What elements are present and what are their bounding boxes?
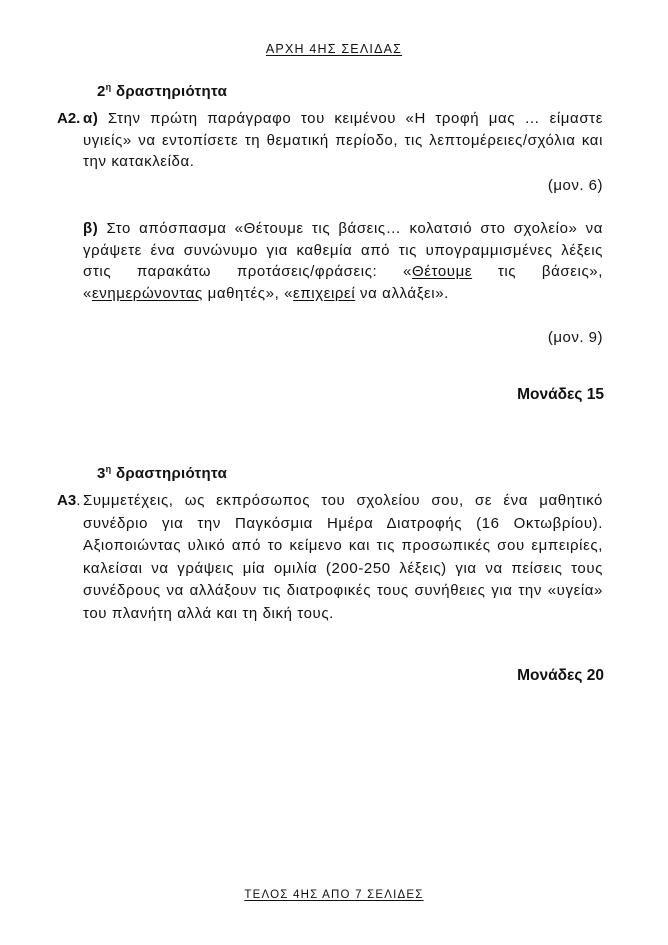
part-b-label: β) bbox=[83, 220, 99, 237]
question-a2-part-b bbox=[83, 218, 603, 304]
underlined-word-3: επιχειρεί bbox=[293, 284, 356, 302]
page-footer bbox=[0, 889, 668, 901]
question-a3-dot: . bbox=[76, 492, 81, 509]
activity-3-heading bbox=[97, 464, 227, 482]
page-footer-text: ΤΕΛΟΣ 4ΗΣ ΑΠΟ 7 ΣΕΛΙΔΕΣ bbox=[244, 889, 424, 901]
question-a2-label: Α2. bbox=[57, 110, 81, 127]
underlined-word-1: Θέτουμε bbox=[411, 263, 473, 280]
activity-3-sup: η bbox=[105, 464, 112, 474]
activity-2-sup: η bbox=[105, 82, 112, 92]
part-b-text-before: Στο απόσπασμα «Θέτουμε τις βάσεις… κολατσιό στο σχολείο» να γράψετε ένα συνώνυμο για καθεμία από τις υπογραμμισμένες λέξεις στις παρακάτω προτάσεις/φράσεις: « bbox=[83, 220, 603, 280]
part-b-text-after: να αλλάξει». bbox=[355, 284, 449, 302]
part-a-marks: (μον. 6) bbox=[547, 177, 603, 194]
question-a3-label-text: Α3 bbox=[57, 492, 77, 509]
activity-2-total-marks: Μονάδες 15 bbox=[517, 386, 604, 403]
activity-3-number: 3 bbox=[97, 465, 106, 482]
activity-2-title: δραστηριότητα bbox=[115, 83, 228, 100]
page-header-text: ΑΡΧΗ 4ΗΣ ΣΕΛΙΔΑΣ bbox=[265, 42, 403, 56]
page-header bbox=[0, 42, 668, 56]
question-a2-part-a bbox=[83, 108, 603, 173]
activity-3-title: δραστηριότητα bbox=[115, 465, 228, 482]
part-b-text-mid1: τις βάσεις», « bbox=[83, 263, 603, 302]
part-a-text: Στην πρώτη παράγραφο του κειμένου «Η τροφή μας … είμαστε υγιείς» να εντοπίσετε τη θεματική περίοδο, τις λεπτομέρειες/σχόλια και την κατακλείδα. bbox=[83, 110, 603, 170]
underlined-word-2: ενημερώνοντας bbox=[91, 284, 203, 302]
activity-3-total-marks: Μονάδες 20 bbox=[517, 667, 604, 684]
question-a3-label bbox=[57, 492, 80, 509]
activity-2-heading bbox=[97, 82, 227, 100]
part-b-marks: (μον. 9) bbox=[547, 329, 603, 346]
part-b-text-mid2: μαθητές», « bbox=[202, 284, 294, 302]
part-a-label: α) bbox=[83, 110, 99, 127]
activity-2-number: 2 bbox=[97, 83, 106, 100]
question-a3-text: Συμμετέχεις, ως εκπρόσωπος του σχολείου σου, σε ένα μαθητικό συνέδριο για την Παγκόσμια Ημέρα Διατροφής (16 Οκτωβρίου). Αξιοποιώντας υλικό από το κείμενο και τις προσωπικές σου εμπειρίες, καλείσαι να γράψεις μία ομιλία (200-250 λέξεις) για να πείσεις τους συνέδρους να αλλάξουν τις διατροφικές τους συνήθειες για την «υγεία» του πλανήτη αλλά και τη δική τους. bbox=[83, 492, 603, 622]
